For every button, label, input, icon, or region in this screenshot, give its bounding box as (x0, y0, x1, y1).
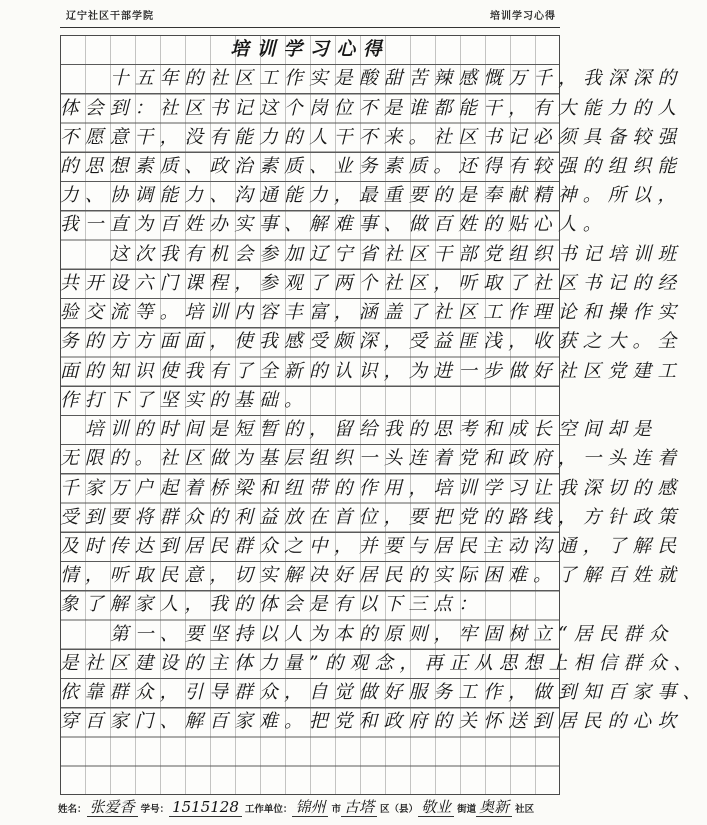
essay-line: 培训的时间是短暂的，留给我的思考和成长空间却是 (85, 419, 658, 440)
essay-line: 我一直为百姓办实事、解难事、做百姓的贴心人。 (60, 214, 608, 236)
essay-line: 受到要将群众的利益放在首位，要把党的路线，方针政策 (60, 506, 683, 528)
essay-line: 的思想素质、政治素质、业务素质。还得有较强的组织能 (60, 155, 683, 177)
essay-line: 不愿意干，没有能力的人干不来。社区书记必须具备较强 (60, 126, 683, 148)
street-value: 敬业 (418, 798, 454, 817)
essay-title: 培训学习心得 (230, 39, 390, 60)
essay-line: 千家万户起着桥梁和纽带的作用，培训学习让我深切的感 (60, 477, 683, 499)
name-value: 张爱香 (87, 798, 138, 817)
essay-line: 象了解家人，我的体会是有以下三点： (60, 594, 484, 616)
author-info-footer (58, 796, 534, 817)
essay-line: 是社区建设的主体力量”的观念，再正从思想上相信群众、 (60, 652, 699, 674)
essay-line: 情，听取民意，切实解决好居民的实际困难。了解百姓就 (60, 565, 683, 587)
essay-line: 验交流等。培训内容丰富，涵盖了社区工作理论和操作实 (60, 302, 683, 324)
essay-line: 体会到：社区书记这个岗位不是谁都能干，有大能力的人 (60, 97, 683, 119)
district-value: 古塔 (341, 798, 377, 817)
essay-line: 务的方方面面，使我感受颇深，受益匪浅，收获之大。全 (60, 331, 683, 353)
essay-line: 穿百家门、解百家难。把党和政府的关怀送到居民的心坎 (60, 711, 683, 733)
header-divider (60, 27, 560, 28)
header-school-name: 辽宁社区干部学院 (66, 11, 154, 22)
essay-line: 无限的。社区做为基层组织一头连着党和政府，一头连着 (60, 448, 683, 470)
district-suffix: 区（县） (380, 804, 419, 815)
name-label: 姓名： (58, 804, 87, 815)
unit-label: 工作单位： (244, 804, 293, 815)
id-label: 学号： (140, 804, 170, 815)
essay-line: 共开设六门课程，参观了两个社区，听取了社区书记的经 (60, 272, 683, 294)
community-suffix: 社区 (515, 804, 535, 815)
id-value: 1515128 (169, 798, 242, 817)
essay-line: 及时传达到居民群众之中，并要与居民主动沟通，了解民 (60, 535, 683, 557)
essay-line: 力、协调能力、沟通能力，最重要的是奉献精神。所以， (60, 185, 683, 207)
street-suffix: 街道 (457, 804, 477, 815)
essay-line: 面的知识使我有了全新的认识，为进一步做好社区党建工 (60, 360, 683, 382)
essay-line: 作打下了坚实的基础。 (60, 389, 309, 411)
city-suffix: 市 (331, 804, 341, 815)
city-value: 锦州 (292, 798, 328, 817)
header-form-title: 培训学习心得 (490, 11, 556, 22)
essay-line: 十五年的社区工作实是酸甜苦辣感慨万千，我深深的 (110, 68, 683, 90)
community-value: 奥新 (476, 798, 512, 817)
essay-line: 这次我有机会参加辽宁省社区干部党组织书记培训班 (110, 243, 683, 265)
essay-line: 依靠群众，引导群众，自觉做好服务工作，做到知百家事、 (60, 682, 707, 704)
essay-line: 第一、要坚持以人为本的原则，牢固树立“居民群众 (110, 623, 674, 645)
